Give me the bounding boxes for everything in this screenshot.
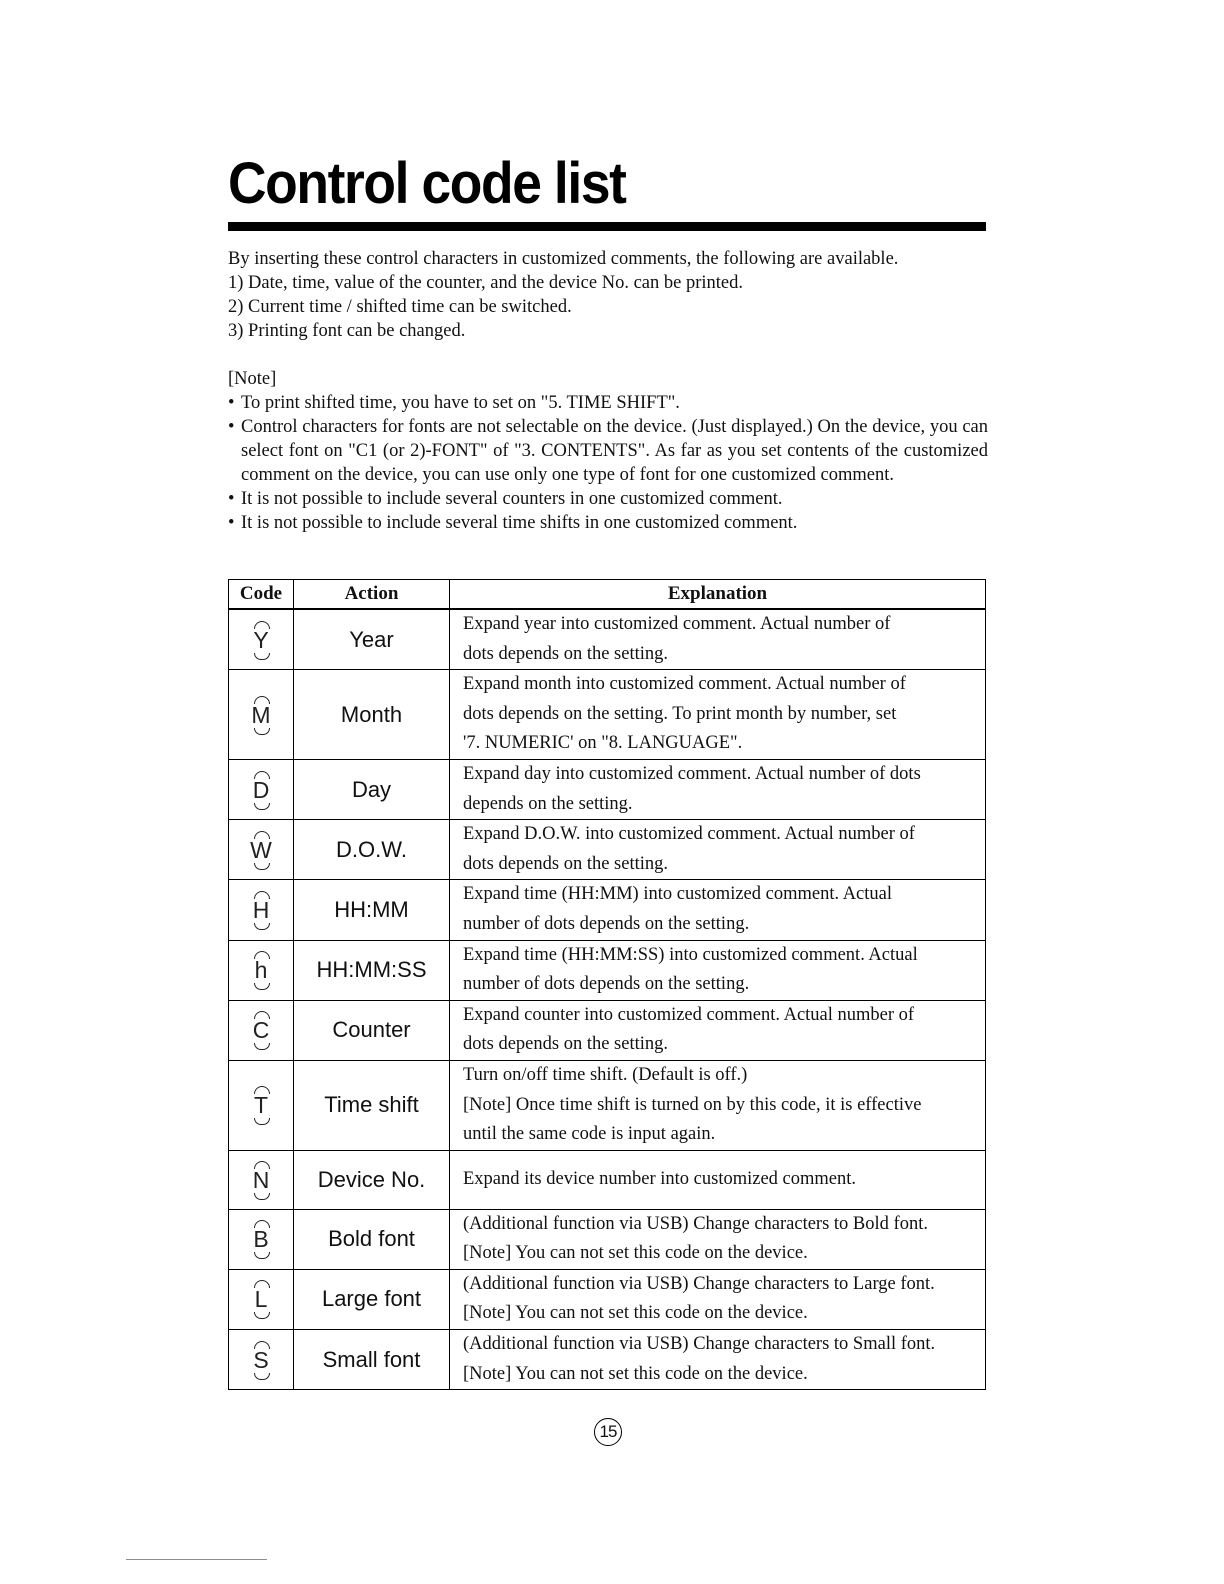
explanation-line: Expand its device number into customized comment. [463, 1168, 857, 1189]
action-cell: Year [294, 609, 450, 670]
explanation-line: dots depends on the setting. [463, 853, 669, 874]
code-cell [229, 940, 294, 1000]
explanation-line: Expand D.O.W. into customized comment. Actual number of [463, 824, 915, 845]
note-bullet: • To print shifted time, you have to set on "5. TIME SHIFT". [228, 391, 988, 415]
explanation-line: (Additional function via USB) Change characters to Small font. [463, 1334, 936, 1355]
explanation-line: Expand counter into customized comment. Actual number of [463, 1004, 915, 1025]
action-cell: D.O.W. [294, 820, 450, 880]
explanation-line: dots depends on the setting. [463, 643, 669, 664]
table-row [229, 820, 986, 880]
code-cell [229, 609, 294, 670]
explanation-cell [450, 1269, 986, 1329]
explanation-cell [450, 880, 986, 940]
control-code-symbol: C [249, 1009, 273, 1051]
code-cell [229, 759, 294, 819]
control-code-symbol: Y [249, 619, 273, 661]
explanation-line: depends on the setting. [463, 793, 633, 814]
code-cell [229, 1150, 294, 1209]
action-cell: Bold font [294, 1209, 450, 1269]
title-rule [228, 222, 986, 231]
explanation-line: number of dots depends on the setting. [463, 913, 750, 934]
note-bullet: • Control characters for fonts are not selectable on the device. (Just displayed.) On the device, you can select font on "C1 (or 2)-FONT" of "3. CONTENTS". As far as you set contents of the customized comment on the device, you can use only one type of font for one customized comment. [228, 415, 988, 487]
header-explanation: Explanation [450, 580, 986, 610]
action-cell: Day [294, 759, 450, 819]
table-row [229, 880, 986, 940]
explanation-line: Expand day into customized comment. Actual number of dots [463, 763, 921, 784]
control-code-symbol: B [249, 1218, 273, 1260]
table-row [229, 759, 986, 819]
code-cell [229, 1000, 294, 1060]
intro-line: 2) Current time / shifted time can be switched. [228, 297, 572, 317]
explanation-line: '7. NUMERIC' on "8. LANGUAGE". [463, 733, 743, 754]
explanation-line: [Note] You can not set this code on the device. [463, 1243, 808, 1264]
code-cell [229, 1060, 294, 1150]
explanation-line: [Note] You can not set this code on the device. [463, 1363, 808, 1384]
table-row [229, 940, 986, 1000]
code-cell [229, 1209, 294, 1269]
explanation-line: [Note] Once time shift is turned on by this code, it is effective [463, 1094, 922, 1115]
note-bullet: • It is not possible to include several counters in one customized comment. [228, 487, 988, 511]
code-cell [229, 880, 294, 940]
header-action: Action [294, 580, 450, 610]
explanation-cell [450, 820, 986, 880]
explanation-cell [450, 940, 986, 1000]
control-code-symbol: L [249, 1278, 273, 1320]
action-cell: Small font [294, 1330, 450, 1390]
explanation-cell [450, 759, 986, 819]
action-cell: HH:MM [294, 880, 450, 940]
action-cell: Counter [294, 1000, 450, 1060]
action-cell: HH:MM:SS [294, 940, 450, 1000]
intro-section [228, 247, 988, 535]
action-cell: Month [294, 670, 450, 760]
code-cell [229, 1330, 294, 1390]
explanation-cell [450, 1000, 986, 1060]
control-code-symbol: N [249, 1159, 273, 1201]
header-code: Code [229, 580, 294, 610]
table-row [229, 609, 986, 670]
explanation-line: Expand month into customized comment. Actual number of [463, 674, 906, 695]
intro-line: 3) Printing font can be changed. [228, 321, 466, 341]
action-cell: Large font [294, 1269, 450, 1329]
control-code-symbol: S [249, 1339, 273, 1381]
page-title: Control code list [228, 151, 626, 216]
explanation-line: (Additional function via USB) Change characters to Large font. [463, 1273, 935, 1294]
control-code-symbol: W [249, 829, 273, 871]
explanation-line: Turn on/off time shift. (Default is off.) [463, 1064, 748, 1085]
control-code-symbol: h [249, 949, 273, 991]
control-code-symbol: H [249, 889, 273, 931]
explanation-line: Expand time (HH:MM:SS) into customized comment. Actual [463, 944, 918, 965]
table-row [229, 1330, 986, 1390]
explanation-line: dots depends on the setting. [463, 1034, 669, 1055]
table-row [229, 1060, 986, 1150]
table-header-row [229, 580, 986, 610]
explanation-cell [450, 1060, 986, 1150]
explanation-cell [450, 1150, 986, 1209]
explanation-line: until the same code is input again. [463, 1124, 716, 1145]
table-row [229, 1269, 986, 1329]
explanation-line: dots depends on the setting. To print month by number, set [463, 703, 897, 724]
intro-line: 1) Date, time, value of the counter, and the device No. can be printed. [228, 273, 744, 293]
explanation-line: number of dots depends on the setting. [463, 974, 750, 995]
table-row [229, 1150, 986, 1209]
table-row [229, 1000, 986, 1060]
footer-divider [126, 1559, 267, 1560]
action-cell: Device No. [294, 1150, 450, 1209]
explanation-cell [450, 1330, 986, 1390]
note-heading: [Note] [228, 369, 277, 389]
control-code-symbol: M [249, 694, 273, 736]
code-cell [229, 820, 294, 880]
action-cell: Time shift [294, 1060, 450, 1150]
intro-line: By inserting these control characters in customized comments, the following are available. [228, 249, 899, 269]
note-bullet: • It is not possible to include several time shifts in one customized comment. [228, 511, 988, 535]
control-code-symbol: T [249, 1084, 273, 1126]
control-code-table [228, 579, 986, 1390]
explanation-cell [450, 609, 986, 670]
code-cell [229, 670, 294, 760]
code-cell [229, 1269, 294, 1329]
explanation-line: Expand time (HH:MM) into customized comment. Actual [463, 884, 893, 905]
explanation-line: Expand year into customized comment. Actual number of [463, 614, 891, 634]
table-row [229, 670, 986, 760]
explanation-line: (Additional function via USB) Change characters to Bold font. [463, 1213, 928, 1234]
control-code-symbol: D [249, 769, 273, 811]
page-number: 15 [594, 1418, 622, 1446]
table-row [229, 1209, 986, 1269]
explanation-cell [450, 670, 986, 760]
explanation-line: [Note] You can not set this code on the device. [463, 1303, 808, 1324]
explanation-cell [450, 1209, 986, 1269]
